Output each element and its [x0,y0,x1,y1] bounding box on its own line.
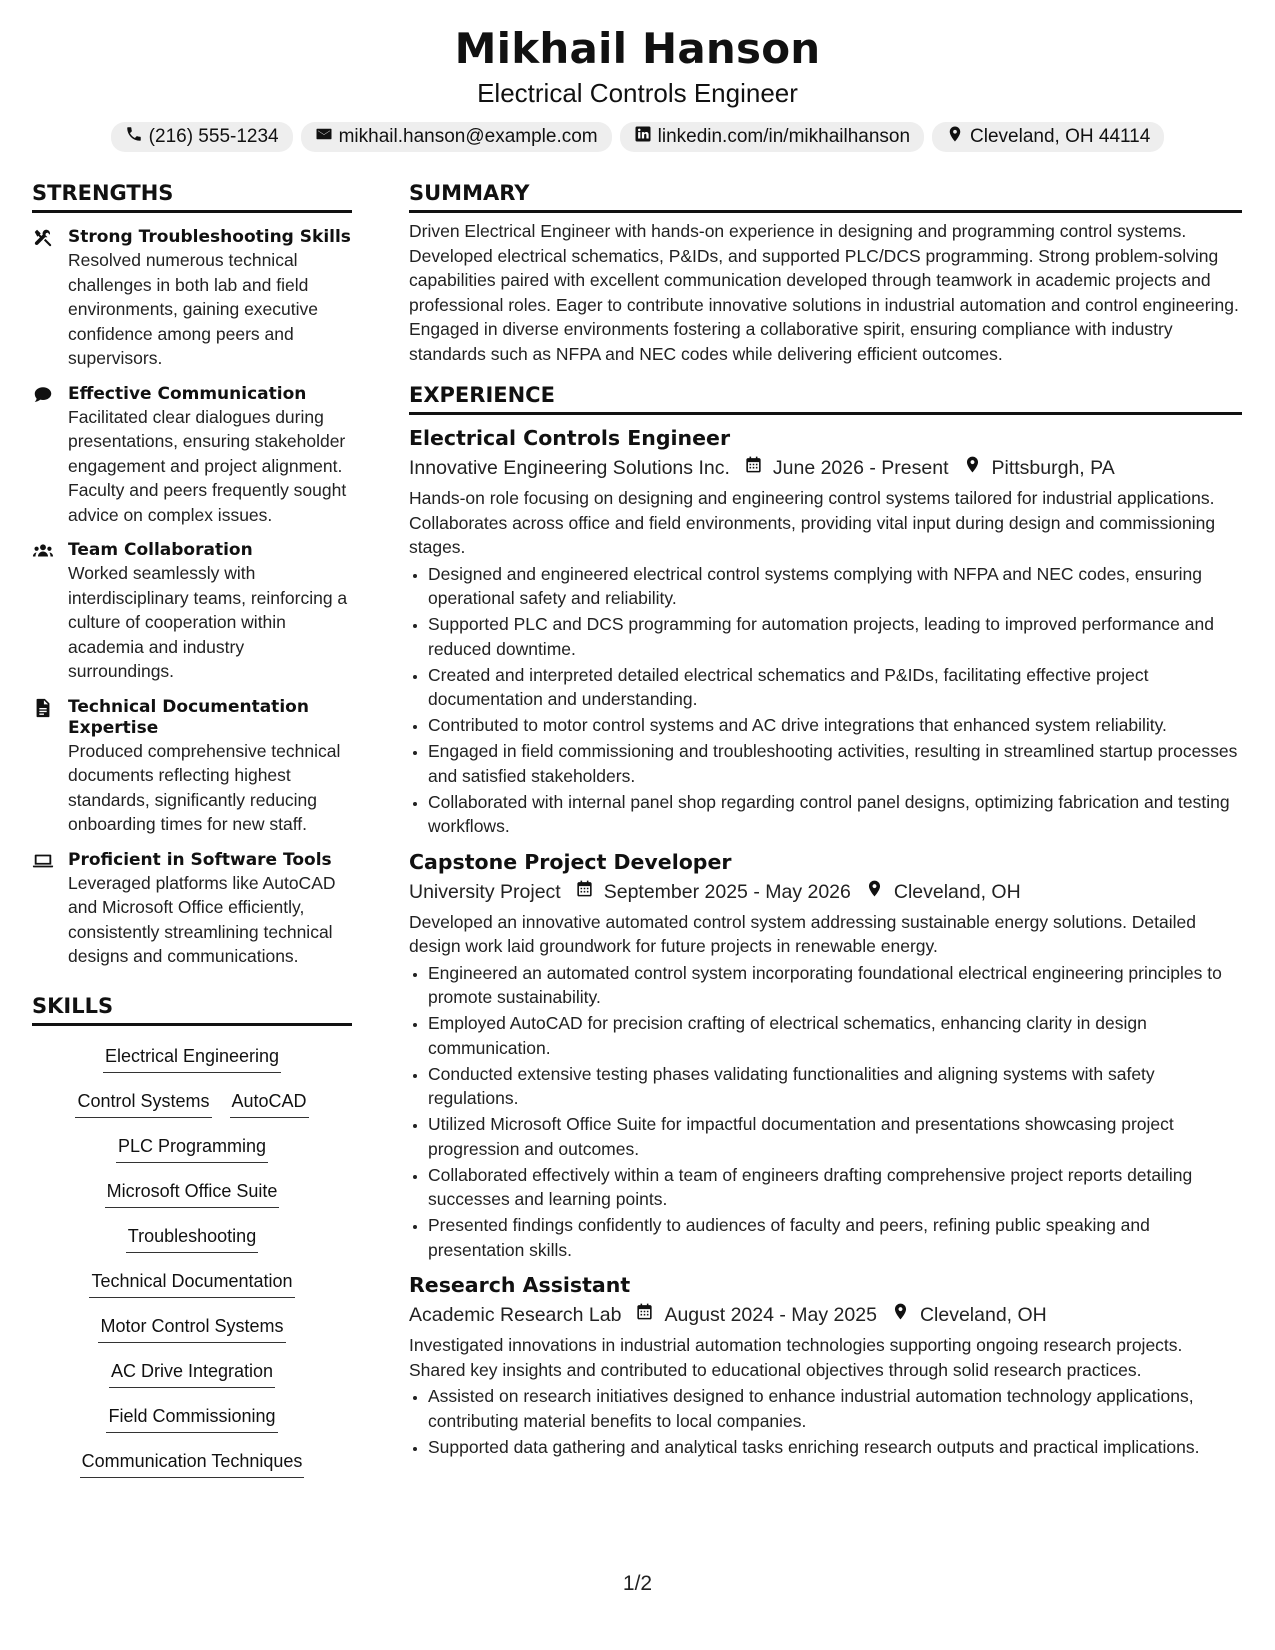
right-column [409,178,1242,1461]
candidate-title: Electrical Controls Engineer [477,78,798,108]
skill-tag: Technical Documentation [89,1267,294,1298]
job-bullet: • Designed and engineered electrical control systems complying with NFPA and NEC codes, ensuring operational safety and reliability. [428,562,1242,611]
strength-title: Team Collaboration [68,540,253,560]
skill-tag: AC Drive Integration [109,1357,275,1388]
strengths-list [32,227,352,969]
job-bullet: • Supported PLC and DCS programming for automation projects, leading to improved performance and reduced downtime. [428,612,1242,661]
summary-text: Driven Electrical Engineer with hands-on experience in designing and programming control systems. Developed electrical schematics, P&IDs, and supported PLC/DCS programming. Strong problem-solving capabilities paired with excellent communication developed through teamwork in academic projects and professional roles. Eager to contribute innovative solutions in industrial automation and control engineering. Engaged in diverse environments fostering a collaborative spirit, ensuring compliance with industry standards such as NFPA and NEC codes while delivering efficient outcomes. [409,221,1239,364]
strength-description: Produced comprehensive technical documents reflecting highest standards, significantly reducing onboarding times for new staff. [68,740,341,834]
job-bullet: • Employed AutoCAD for precision crafting of electrical schematics, enhancing clarity in design communication. [428,1011,1242,1060]
skill-row [32,1081,352,1126]
job-bullet: • Created and interpreted detailed electrical schematics and P&IDs, facilitating effective project documentation and understanding. [428,663,1242,712]
job-dates: August 2024 - May 2025 [664,1304,877,1326]
linkedin-icon [634,125,652,149]
strength-description: Facilitated clear dialogues during presentations, ensuring stakeholder engagement and project alignment. Faculty and peers frequently sought advice on complex issues. [68,406,347,525]
skill-row [32,1171,352,1216]
phone-text: (216) 555-1234 [148,126,279,147]
calendar-icon [730,453,773,483]
job-bullets [409,562,1242,839]
skill-row [32,1351,352,1396]
job-location: Cleveland, OH [893,880,1021,903]
skill-row [32,1216,352,1261]
skill-tag: Electrical Engineering [103,1042,281,1073]
job-description: Hands-on role focusing on designing and engineering control systems tailored for industrial applications. Collaborates across office and field environments, providing vital input during design and commissioning stages. [409,488,1216,557]
skill-tag: Control Systems [75,1087,211,1118]
job-bullet: • Presented findings confidently to audiences of faculty and peers, refining public speaking and presentation skills. [428,1213,1242,1262]
strength-item [32,697,352,837]
job-organization: Innovative Engineering Solutions Inc. [409,457,730,479]
contact-phone[interactable] [111,122,293,152]
laptop-icon [32,850,54,872]
job-bullet: • Contributed to motor control systems and AC drive integrations that enhanced system reliability. [428,713,1242,738]
skills-heading: SKILLS [32,991,352,1026]
contact-email[interactable] [301,122,612,152]
skill-tag: Field Commissioning [106,1402,277,1433]
job-bullet: • Conducted extensive testing phases validating functionalities and aligning systems with safety regulations. [428,1062,1242,1111]
tools-icon [32,227,54,249]
job-bullet: • Assisted on research initiatives designed to enhance industrial automation technology applications, contributing material benefits to local companies. [428,1384,1242,1433]
strength-description: Worked seamlessly with interdisciplinary teams, reinforcing a culture of cooperation within academia and industry surroundings. [68,563,348,681]
candidate-name: Mikhail Hanson [454,24,821,73]
job-bullet: • Collaborated effectively within a team of engineers drafting comprehensive project reports detailing successes and learning points. [428,1163,1242,1212]
left-column [32,178,352,1486]
experience-entry [409,423,1242,839]
job-dates: June 2026 - Present [772,457,949,479]
skill-tag: Motor Control Systems [98,1312,285,1343]
skill-tag: Microsoft Office Suite [105,1177,280,1208]
contact-location[interactable] [932,122,1164,152]
strengths-heading: STRENGTHS [32,178,352,213]
location-text: Cleveland, OH 44114 [970,126,1151,147]
skill-tag: Troubleshooting [126,1222,258,1253]
job-location: Cleveland, OH [919,1304,1047,1326]
job-bullet: • Engineered an automated control system incorporating foundational electrical engineering principles to promote sustainability. [428,961,1242,1010]
experience-heading: EXPERIENCE [409,380,1242,415]
job-description: Investigated innovations in industrial automation technologies supporting ongoing research projects. Shared key insights and contributed to educational objectives through solid research practices. [409,1335,1183,1380]
calendar-icon [561,877,604,907]
job-organization: Academic Research Lab [409,1304,622,1326]
job-meta [409,453,1242,483]
map-pin-icon [851,877,894,907]
strength-title: Effective Communication [68,383,307,404]
page-number: 1/2 [622,1572,653,1595]
skill-tag: Communication Techniques [80,1447,305,1478]
skill-row [32,1396,352,1441]
strength-item [32,540,352,684]
strength-item [32,384,352,528]
skill-tag: AutoCAD [230,1087,309,1118]
strength-title: Proficient in Software Tools [68,849,332,870]
strength-item [32,850,352,969]
summary-heading: SUMMARY [409,178,1242,213]
linkedin-text: linkedin.com/in/mikhailhanson [657,126,911,147]
phone-icon [125,125,143,149]
job-role: Electrical Controls Engineer [409,426,731,450]
calendar-icon [621,1300,664,1330]
job-organization: University Project [409,880,561,903]
skills-list [32,1036,352,1486]
job-bullet: • Supported data gathering and analytical tasks enriching research outputs and practical implications. [428,1435,1242,1460]
contact-linkedin[interactable] [620,122,924,152]
skill-row [32,1261,352,1306]
skill-row [32,1441,352,1486]
experience-entry [409,1270,1242,1459]
job-description: Developed an innovative automated control system addressing sustainable energy solutions. Detailed design work laid groundwork for future projects in renewable energy. [409,911,1196,956]
users-icon [32,540,54,562]
resume-header [0,22,1275,152]
map-pin-icon [946,125,964,149]
job-dates: September 2025 - May 2026 [603,880,851,903]
experience-entry [409,847,1242,1263]
strength-description: Resolved numerous technical challenges in both lab and field environments, gaining executive confidence among peers and supervisors. [68,250,319,368]
job-bullet: • Engaged in field commissioning and troubleshooting activities, resulting in streamlined startup processes and satisfied stakeholders. [428,739,1242,788]
job-bullets [409,1384,1242,1459]
job-role: Capstone Project Developer [409,849,732,874]
skill-tag: PLC Programming [116,1132,268,1163]
job-location: Pittsburgh, PA [991,457,1115,479]
strength-title: Technical Documentation Expertise [68,696,309,738]
job-bullet: • Utilized Microsoft Office Suite for impactful documentation and presentations showcasing project progression and outcomes. [428,1112,1242,1161]
speech-bubble-icon [32,384,54,406]
email-text: mikhail.hanson@example.com [338,126,598,147]
skill-row [32,1036,352,1081]
envelope-icon [315,125,333,149]
document-icon [32,697,54,719]
contact-bar [0,122,1275,152]
job-role: Research Assistant [409,1273,631,1297]
job-bullets [409,961,1242,1263]
strength-title: Strong Troubleshooting Skills [68,227,351,247]
job-bullet: • Collaborated with internal panel shop regarding control panel designs, optimizing fabrication and testing workflows. [428,790,1242,839]
job-meta [409,877,1242,907]
skill-row [32,1126,352,1171]
strength-description: Leveraged platforms like AutoCAD and Microsoft Office efficiently, consistently streamlining technical designs and communications. [68,872,336,966]
skill-row [32,1306,352,1351]
job-meta [409,1300,1242,1330]
map-pin-icon [949,453,992,483]
map-pin-icon [877,1300,920,1330]
strength-item [32,227,352,371]
